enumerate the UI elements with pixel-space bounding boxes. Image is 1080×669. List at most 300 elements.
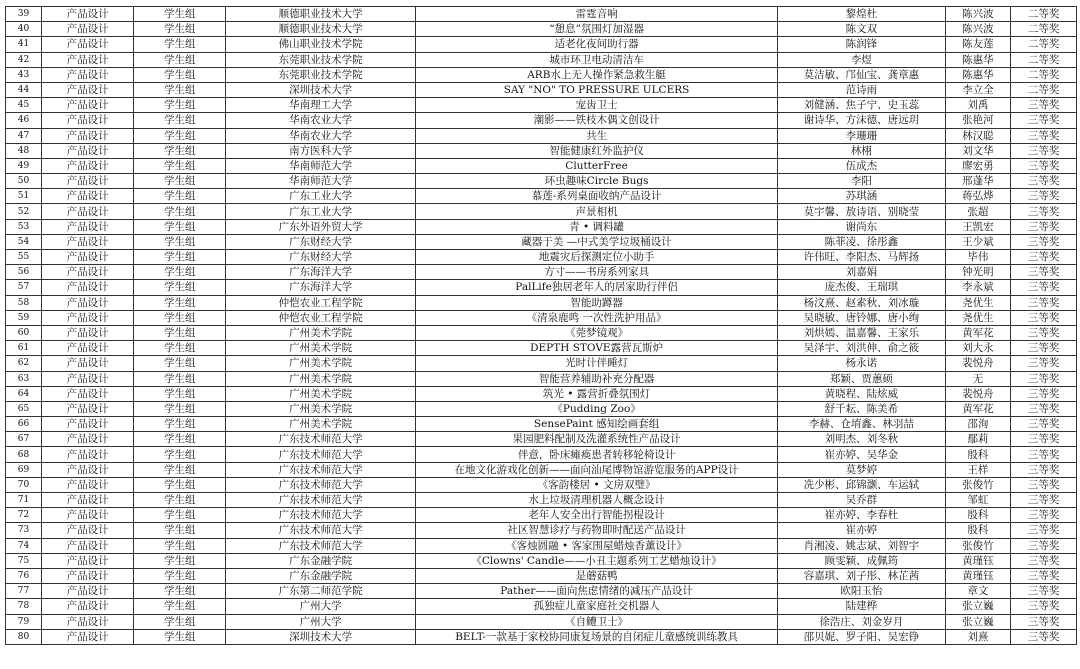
row-number-cell: 50: [6, 174, 42, 189]
group-cell: 学生组: [134, 629, 226, 644]
group-cell: 学生组: [134, 417, 226, 432]
table-row: [6, 493, 1077, 508]
table-row: [6, 128, 1077, 143]
work-title-cell: 潮影——铁枝木偶文创设计: [415, 113, 777, 128]
authors-cell: 黎煌杜: [778, 7, 945, 22]
row-number-cell: 69: [6, 462, 42, 477]
advisor-cell: 陈兴波: [945, 7, 1011, 22]
table-row: [6, 599, 1077, 614]
authors-cell: 莫梦婷: [778, 462, 945, 477]
advisor-cell: 张俊竹: [945, 477, 1011, 492]
school-cell: 广东工业大学: [226, 204, 416, 219]
table-row: [6, 265, 1077, 280]
advisor-cell: 刘禹: [945, 98, 1011, 113]
group-cell: 学生组: [134, 584, 226, 599]
school-cell: 深圳技术大学: [226, 82, 416, 97]
group-cell: 学生组: [134, 7, 226, 22]
school-cell: 广东外语外贸大学: [226, 219, 416, 234]
authors-cell: 陆建桦: [778, 599, 945, 614]
award-cell: 三等奖: [1011, 477, 1077, 492]
authors-cell: 吴晓敏、唐铃娜、唐小绚: [778, 310, 945, 325]
authors-cell: 黄晓程、陆炫威: [778, 386, 945, 401]
category-cell: 产品设计: [42, 280, 134, 295]
table-row: [6, 325, 1077, 340]
table-row: [6, 174, 1077, 189]
school-cell: 广州美术学院: [226, 341, 416, 356]
work-title-cell: 果园肥料配制及洗灌系统性产品设计: [415, 432, 777, 447]
award-cell: 三等奖: [1011, 523, 1077, 538]
table-row: [6, 341, 1077, 356]
group-cell: 学生组: [134, 37, 226, 52]
table-row: [6, 447, 1077, 462]
row-number-cell: 79: [6, 614, 42, 629]
row-number-cell: 45: [6, 98, 42, 113]
category-cell: 产品设计: [42, 7, 134, 22]
authors-cell: 肖湘凌、姚志斌、刘智宇: [778, 538, 945, 553]
category-cell: 产品设计: [42, 189, 134, 204]
table-row: [6, 204, 1077, 219]
award-cell: 二等奖: [1011, 82, 1077, 97]
table-row: [6, 67, 1077, 82]
category-cell: 产品设计: [42, 325, 134, 340]
school-cell: 广州美术学院: [226, 401, 416, 416]
advisor-cell: 蒋弘烨: [945, 189, 1011, 204]
advisor-cell: 殷科: [945, 447, 1011, 462]
table-row: [6, 113, 1077, 128]
school-cell: 广东财经大学: [226, 234, 416, 249]
school-cell: 广东技术师范大学: [226, 447, 416, 462]
work-title-cell: 《自鳢卫士》: [415, 614, 777, 629]
row-number-cell: 47: [6, 128, 42, 143]
award-cell: 三等奖: [1011, 508, 1077, 523]
table-row: [6, 432, 1077, 447]
advisor-cell: 林汉聪: [945, 128, 1011, 143]
work-title-cell: 孤独症儿童家庭社交机器人: [415, 599, 777, 614]
group-cell: 学生组: [134, 174, 226, 189]
work-title-cell: 《Clowns' Candle——小丑主题系列工艺蜡烛设计》: [415, 553, 777, 568]
category-cell: 产品设计: [42, 98, 134, 113]
award-cell: 三等奖: [1011, 371, 1077, 386]
category-cell: 产品设计: [42, 219, 134, 234]
advisor-cell: 尧优生: [945, 310, 1011, 325]
school-cell: 华南师范大学: [226, 158, 416, 173]
award-cell: 三等奖: [1011, 599, 1077, 614]
group-cell: 学生组: [134, 310, 226, 325]
row-number-cell: 61: [6, 341, 42, 356]
award-cell: 三等奖: [1011, 584, 1077, 599]
row-number-cell: 76: [6, 568, 42, 583]
row-number-cell: 65: [6, 401, 42, 416]
category-cell: 产品设计: [42, 204, 134, 219]
advisor-cell: 毕伟: [945, 250, 1011, 265]
work-title-cell: 在地文化游戏化创新——面向汕尾博物馆游览服务的APP设计: [415, 462, 777, 477]
row-number-cell: 64: [6, 386, 42, 401]
award-cell: 三等奖: [1011, 493, 1077, 508]
category-cell: 产品设计: [42, 508, 134, 523]
table-row: [6, 250, 1077, 265]
table-row: [6, 371, 1077, 386]
award-cell: 三等奖: [1011, 174, 1077, 189]
authors-cell: 伍成杰: [778, 158, 945, 173]
row-number-cell: 73: [6, 523, 42, 538]
school-cell: 广州大学: [226, 599, 416, 614]
table-row: [6, 508, 1077, 523]
category-cell: 产品设计: [42, 629, 134, 644]
school-cell: 东莞职业技术学院: [226, 52, 416, 67]
award-cell: 三等奖: [1011, 325, 1077, 340]
advisor-cell: 张俊竹: [945, 538, 1011, 553]
school-cell: 华南师范大学: [226, 174, 416, 189]
group-cell: 学生组: [134, 401, 226, 416]
group-cell: 学生组: [134, 341, 226, 356]
table-row: [6, 98, 1077, 113]
group-cell: 学生组: [134, 265, 226, 280]
school-cell: 东莞职业技术学院: [226, 67, 416, 82]
category-cell: 产品设计: [42, 568, 134, 583]
category-cell: 产品设计: [42, 493, 134, 508]
group-cell: 学生组: [134, 67, 226, 82]
group-cell: 学生组: [134, 113, 226, 128]
school-cell: 广东海洋大学: [226, 265, 416, 280]
advisor-cell: 李永斌: [945, 280, 1011, 295]
work-title-cell: 水上垃圾清理机器人概念设计: [415, 493, 777, 508]
work-title-cell: 声景相机: [415, 204, 777, 219]
row-number-cell: 54: [6, 234, 42, 249]
category-cell: 产品设计: [42, 22, 134, 37]
advisor-cell: 廖宏勇: [945, 158, 1011, 173]
category-cell: 产品设计: [42, 265, 134, 280]
group-cell: 学生组: [134, 447, 226, 462]
authors-cell: 顾雯颖、成佩筠: [778, 553, 945, 568]
award-table-body: [6, 7, 1077, 645]
school-cell: 广东技术师范大学: [226, 493, 416, 508]
group-cell: 学生组: [134, 477, 226, 492]
group-cell: 学生组: [134, 22, 226, 37]
award-cell: 三等奖: [1011, 310, 1077, 325]
table-row: [6, 477, 1077, 492]
school-cell: 华南理工大学: [226, 98, 416, 113]
row-number-cell: 75: [6, 553, 42, 568]
work-title-cell: 藏器于美 —中式美学垃圾桶设计: [415, 234, 777, 249]
row-number-cell: 74: [6, 538, 42, 553]
award-table: [5, 6, 1077, 645]
school-cell: 佛山职业技术学院: [226, 37, 416, 52]
work-title-cell: 青 • 调料罐: [415, 219, 777, 234]
authors-cell: 莫洁敏、邝仙宝、龚章惠: [778, 67, 945, 82]
row-number-cell: 49: [6, 158, 42, 173]
advisor-cell: 王少斌: [945, 234, 1011, 249]
category-cell: 产品设计: [42, 341, 134, 356]
advisor-cell: 李立全: [945, 82, 1011, 97]
group-cell: 学生组: [134, 538, 226, 553]
advisor-cell: 裴悦舟: [945, 386, 1011, 401]
award-cell: 三等奖: [1011, 98, 1077, 113]
award-cell: 三等奖: [1011, 568, 1077, 583]
advisor-cell: 邵洵: [945, 417, 1011, 432]
work-title-cell: 《客韵楼居 • 文房双璧》: [415, 477, 777, 492]
school-cell: 华南农业大学: [226, 113, 416, 128]
advisor-cell: 刘大永: [945, 341, 1011, 356]
authors-cell: 舒千耘、陈美希: [778, 401, 945, 416]
work-title-cell: PalLife独居老年人的居家助行伴侣: [415, 280, 777, 295]
advisor-cell: 张立巍: [945, 614, 1011, 629]
category-cell: 产品设计: [42, 295, 134, 310]
work-title-cell: 适老化夜间助行器: [415, 37, 777, 52]
group-cell: 学生组: [134, 234, 226, 249]
group-cell: 学生组: [134, 371, 226, 386]
school-cell: 深圳技术大学: [226, 629, 416, 644]
award-cell: 三等奖: [1011, 158, 1077, 173]
table-row: [6, 82, 1077, 97]
work-title-cell: 是蘑菇鸭: [415, 568, 777, 583]
work-title-cell: 雷霆音响: [415, 7, 777, 22]
school-cell: 广州美术学院: [226, 417, 416, 432]
work-title-cell: SAY "NO" TO PRESSURE ULCERS: [415, 82, 777, 97]
group-cell: 学生组: [134, 568, 226, 583]
group-cell: 学生组: [134, 280, 226, 295]
category-cell: 产品设计: [42, 37, 134, 52]
group-cell: 学生组: [134, 189, 226, 204]
table-row: [6, 52, 1077, 67]
group-cell: 学生组: [134, 143, 226, 158]
group-cell: 学生组: [134, 325, 226, 340]
category-cell: 产品设计: [42, 371, 134, 386]
group-cell: 学生组: [134, 508, 226, 523]
authors-cell: 李珊珊: [778, 128, 945, 143]
authors-cell: 刘明杰、刘冬秋: [778, 432, 945, 447]
authors-cell: 崔亦婷、吴华金: [778, 447, 945, 462]
row-number-cell: 41: [6, 37, 42, 52]
award-cell: 三等奖: [1011, 265, 1077, 280]
work-title-cell: 共生: [415, 128, 777, 143]
group-cell: 学生组: [134, 432, 226, 447]
category-cell: 产品设计: [42, 599, 134, 614]
table-row: [6, 462, 1077, 477]
award-cell: 三等奖: [1011, 401, 1077, 416]
school-cell: 广东海洋大学: [226, 280, 416, 295]
authors-cell: 容嘉琪、刘子彤、林芷茜: [778, 568, 945, 583]
advisor-cell: 殷科: [945, 523, 1011, 538]
row-number-cell: 53: [6, 219, 42, 234]
category-cell: 产品设计: [42, 553, 134, 568]
table-row: [6, 143, 1077, 158]
authors-cell: 刘嘉娟: [778, 265, 945, 280]
school-cell: 广东技术师范大学: [226, 538, 416, 553]
table-row: [6, 523, 1077, 538]
school-cell: 仲恺农业工程学院: [226, 310, 416, 325]
award-cell: 三等奖: [1011, 113, 1077, 128]
work-title-cell: 老年人安全出行智能拐棍设计: [415, 508, 777, 523]
group-cell: 学生组: [134, 128, 226, 143]
school-cell: 华南农业大学: [226, 128, 416, 143]
row-number-cell: 39: [6, 7, 42, 22]
school-cell: 广东财经大学: [226, 250, 416, 265]
school-cell: 顺德职业技术大学: [226, 7, 416, 22]
work-title-cell: 社区智慧诊疗与药物即时配送产品设计: [415, 523, 777, 538]
work-title-cell: 城市环卫电动清洁车: [415, 52, 777, 67]
authors-cell: 谢尚东: [778, 219, 945, 234]
advisor-cell: 陈惠华: [945, 67, 1011, 82]
work-title-cell: 伴意，卧床瘫痪患者转移轮椅设计: [415, 447, 777, 462]
award-cell: 三等奖: [1011, 356, 1077, 371]
work-title-cell: 智能营养辅助补充分配器: [415, 371, 777, 386]
category-cell: 产品设计: [42, 143, 134, 158]
category-cell: 产品设计: [42, 417, 134, 432]
school-cell: 广东第二师范学院: [226, 584, 416, 599]
category-cell: 产品设计: [42, 356, 134, 371]
work-title-cell: ARB水上无人操作紧急救生艇: [415, 67, 777, 82]
group-cell: 学生组: [134, 98, 226, 113]
row-number-cell: 71: [6, 493, 42, 508]
authors-cell: 刘烘嫣、温嘉馨、王家乐: [778, 325, 945, 340]
authors-cell: 陈润锋: [778, 37, 945, 52]
advisor-cell: 章文: [945, 584, 1011, 599]
award-cell: 三等奖: [1011, 204, 1077, 219]
group-cell: 学生组: [134, 386, 226, 401]
authors-cell: 杨汶熹、赵素秋、刘冰璇: [778, 295, 945, 310]
authors-cell: 庞杰俊、王瑞琪: [778, 280, 945, 295]
row-number-cell: 48: [6, 143, 42, 158]
table-row: [6, 310, 1077, 325]
group-cell: 学生组: [134, 599, 226, 614]
row-number-cell: 57: [6, 280, 42, 295]
table-row: [6, 37, 1077, 52]
authors-cell: 陈文双: [778, 22, 945, 37]
advisor-cell: 邹虹: [945, 493, 1011, 508]
advisor-cell: 张艳河: [945, 113, 1011, 128]
authors-cell: 欧阳玉怡: [778, 584, 945, 599]
work-title-cell: 慕莲-系列桌面收纳产品设计: [415, 189, 777, 204]
category-cell: 产品设计: [42, 523, 134, 538]
table-row: [6, 553, 1077, 568]
table-row: [6, 22, 1077, 37]
authors-cell: 郑颖、贾蕙硕: [778, 371, 945, 386]
row-number-cell: 56: [6, 265, 42, 280]
school-cell: 广东工业大学: [226, 189, 416, 204]
advisor-cell: 黄军花: [945, 401, 1011, 416]
row-number-cell: 78: [6, 599, 42, 614]
award-cell: 三等奖: [1011, 219, 1077, 234]
row-number-cell: 80: [6, 629, 42, 644]
row-number-cell: 46: [6, 113, 42, 128]
category-cell: 产品设计: [42, 447, 134, 462]
authors-cell: 陈菲凌、徐彤鑫: [778, 234, 945, 249]
group-cell: 学生组: [134, 553, 226, 568]
school-cell: 广州美术学院: [226, 325, 416, 340]
row-number-cell: 43: [6, 67, 42, 82]
school-cell: 广州美术学院: [226, 356, 416, 371]
table-row: [6, 584, 1077, 599]
authors-cell: 刘健涵、焦子宁、史玉蕊: [778, 98, 945, 113]
award-cell: 三等奖: [1011, 189, 1077, 204]
advisor-cell: 王凯宏: [945, 219, 1011, 234]
work-title-cell: 环虫趣味Circle Bugs: [415, 174, 777, 189]
advisor-cell: 陈兴波: [945, 22, 1011, 37]
row-number-cell: 60: [6, 325, 42, 340]
authors-cell: 林栩: [778, 143, 945, 158]
category-cell: 产品设计: [42, 614, 134, 629]
authors-cell: 徐浩庄、刘金岁月: [778, 614, 945, 629]
row-number-cell: 77: [6, 584, 42, 599]
table-row: [6, 158, 1077, 173]
group-cell: 学生组: [134, 614, 226, 629]
authors-cell: 李阳: [778, 174, 945, 189]
table-row: [6, 295, 1077, 310]
row-number-cell: 51: [6, 189, 42, 204]
row-number-cell: 59: [6, 310, 42, 325]
award-cell: 三等奖: [1011, 432, 1077, 447]
work-title-cell: 智能健康红外监护仪: [415, 143, 777, 158]
award-cell: 三等奖: [1011, 417, 1077, 432]
advisor-cell: 鄢莉: [945, 432, 1011, 447]
row-number-cell: 58: [6, 295, 42, 310]
authors-cell: 苏琪涵: [778, 189, 945, 204]
advisor-cell: 张立巍: [945, 599, 1011, 614]
school-cell: 广东技术师范大学: [226, 462, 416, 477]
work-title-cell: 《客烛圆融 • 客家围屋蜡烛香薰设计》: [415, 538, 777, 553]
work-title-cell: 方寸——书房系列家具: [415, 265, 777, 280]
advisor-cell: 钟光明: [945, 265, 1011, 280]
school-cell: 南方医科大学: [226, 143, 416, 158]
award-cell: 三等奖: [1011, 250, 1077, 265]
category-cell: 产品设计: [42, 250, 134, 265]
advisor-cell: 陈惠华: [945, 52, 1011, 67]
table-row: [6, 629, 1077, 644]
work-title-cell: 宠齿卫士: [415, 98, 777, 113]
award-cell: 三等奖: [1011, 538, 1077, 553]
table-row: [6, 7, 1077, 22]
work-title-cell: ClutterFree: [415, 158, 777, 173]
category-cell: 产品设计: [42, 584, 134, 599]
category-cell: 产品设计: [42, 386, 134, 401]
work-title-cell: 地震灾后探测定位小助手: [415, 250, 777, 265]
category-cell: 产品设计: [42, 128, 134, 143]
group-cell: 学生组: [134, 523, 226, 538]
award-cell: 三等奖: [1011, 447, 1077, 462]
school-cell: 广东技术师范大学: [226, 523, 416, 538]
work-title-cell: BELT-一款基于家校协同康复场景的自闭症儿童感统训练教具: [415, 629, 777, 644]
award-cell: 二等奖: [1011, 52, 1077, 67]
authors-cell: 邵贝妮、罗子阳、吴宏铮: [778, 629, 945, 644]
work-title-cell: DEPTH STOVE露营瓦斯炉: [415, 341, 777, 356]
row-number-cell: 66: [6, 417, 42, 432]
category-cell: 产品设计: [42, 52, 134, 67]
award-cell: 三等奖: [1011, 341, 1077, 356]
award-cell: 三等奖: [1011, 629, 1077, 644]
authors-cell: 崔亦婷: [778, 523, 945, 538]
award-cell: 三等奖: [1011, 553, 1077, 568]
advisor-cell: 殷科: [945, 508, 1011, 523]
advisor-cell: 刘文华: [945, 143, 1011, 158]
table-row: [6, 614, 1077, 629]
award-cell: 三等奖: [1011, 280, 1077, 295]
category-cell: 产品设计: [42, 158, 134, 173]
group-cell: 学生组: [134, 356, 226, 371]
advisor-cell: 刘熹: [945, 629, 1011, 644]
award-cell: 三等奖: [1011, 295, 1077, 310]
category-cell: 产品设计: [42, 432, 134, 447]
authors-cell: 莫宇馨、敖诗语、别晓莹: [778, 204, 945, 219]
group-cell: 学生组: [134, 82, 226, 97]
award-cell: 三等奖: [1011, 614, 1077, 629]
authors-cell: 范诗雨: [778, 82, 945, 97]
authors-cell: 吴泽宇、刘洪伸、俞之筱: [778, 341, 945, 356]
award-cell: 三等奖: [1011, 386, 1077, 401]
work-title-cell: 光时计伴睡灯: [415, 356, 777, 371]
authors-cell: 李煜: [778, 52, 945, 67]
group-cell: 学生组: [134, 493, 226, 508]
award-cell: 二等奖: [1011, 67, 1077, 82]
